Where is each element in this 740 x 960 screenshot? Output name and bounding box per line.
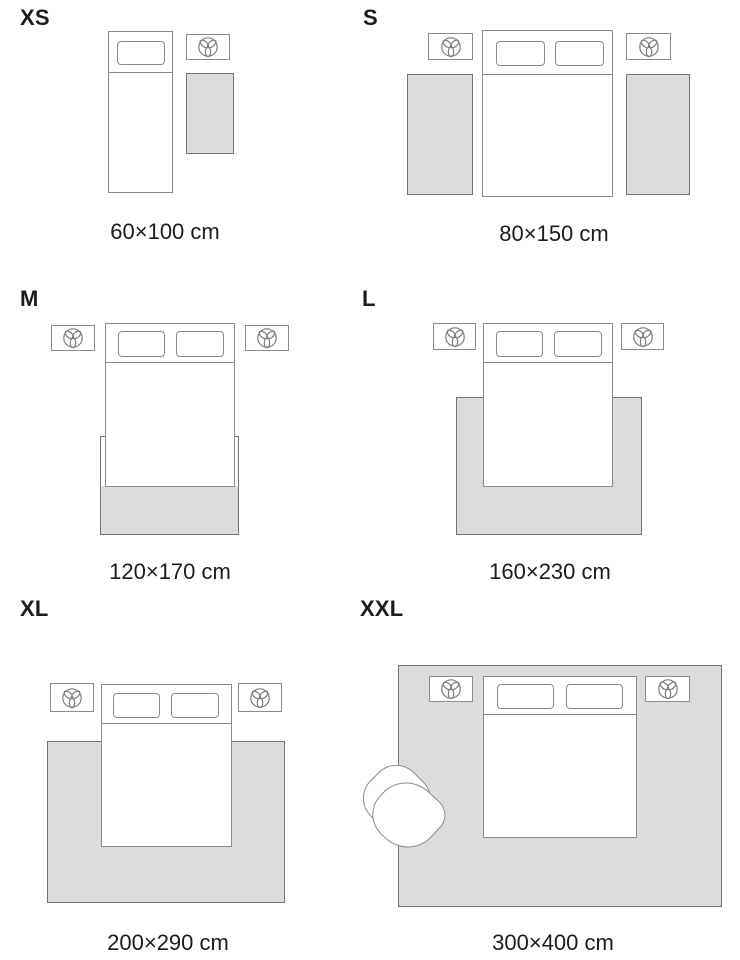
double-bed xyxy=(101,684,232,847)
plant-icon xyxy=(440,36,462,58)
pillow-right xyxy=(171,693,219,718)
size-code: M xyxy=(20,286,39,311)
pillow xyxy=(117,41,165,65)
pillow-right xyxy=(555,41,604,66)
pillow-left xyxy=(497,684,554,709)
bed-headboard xyxy=(483,31,612,75)
plant-icon xyxy=(197,36,219,58)
size-panel-l xyxy=(360,280,740,590)
plant-icon xyxy=(632,326,654,348)
size-code: L xyxy=(362,286,376,311)
size-dimensions: 160×230 cm xyxy=(489,559,611,584)
pillow-left xyxy=(496,41,545,66)
size-dimensions: 120×170 cm xyxy=(109,559,231,584)
pillow-left xyxy=(496,331,543,357)
size-code: XXL xyxy=(360,596,404,621)
size-panel-xxl xyxy=(360,590,740,960)
pillow-right xyxy=(566,684,623,709)
size-dimensions: 60×100 cm xyxy=(110,219,220,244)
plant-icon xyxy=(638,36,660,58)
nightstand-right xyxy=(238,683,282,712)
rug-s-right xyxy=(626,74,690,195)
size-panel-xl xyxy=(0,590,360,960)
nightstand-left xyxy=(433,323,476,350)
nightstand-right xyxy=(621,323,664,350)
single-bed xyxy=(108,31,173,193)
pillow-left xyxy=(118,331,165,357)
double-bed xyxy=(105,323,235,487)
nightstand-left xyxy=(51,325,95,351)
rug-m-visible-area xyxy=(101,486,238,534)
plant-icon xyxy=(61,687,83,709)
nightstand xyxy=(186,34,230,60)
nightstand-left xyxy=(50,683,94,712)
nightstand-right xyxy=(626,33,671,60)
bed-headboard xyxy=(109,32,172,73)
size-code: S xyxy=(363,5,378,30)
nightstand-right xyxy=(645,676,690,702)
nightstand-left xyxy=(429,676,473,702)
nightstand-right xyxy=(245,325,289,351)
plant-icon xyxy=(657,678,679,700)
pillow-left xyxy=(113,693,160,718)
bed-headboard xyxy=(106,324,234,363)
plant-icon xyxy=(249,687,271,709)
size-dimensions: 200×290 cm xyxy=(107,930,229,955)
size-code: XL xyxy=(20,596,49,621)
bed-headboard xyxy=(484,677,636,715)
bed-headboard xyxy=(484,324,612,363)
size-panel-s xyxy=(360,0,740,280)
size-panel-xs xyxy=(0,0,360,280)
double-bed xyxy=(483,676,637,838)
double-bed xyxy=(483,323,613,487)
plant-icon xyxy=(256,327,278,349)
rug-xs xyxy=(186,73,234,154)
plant-icon xyxy=(62,327,84,349)
pillow-right xyxy=(554,331,602,357)
plant-icon xyxy=(440,678,462,700)
size-dimensions: 80×150 cm xyxy=(499,221,609,246)
size-code: XS xyxy=(20,5,50,30)
size-panel-m xyxy=(0,280,360,590)
plant-icon xyxy=(444,326,466,348)
nightstand-left xyxy=(428,33,473,60)
rug-s-left xyxy=(407,74,473,195)
bed-headboard xyxy=(102,685,231,724)
pillow-right xyxy=(176,331,224,357)
double-bed xyxy=(482,30,613,197)
size-dimensions: 300×400 cm xyxy=(492,930,614,955)
